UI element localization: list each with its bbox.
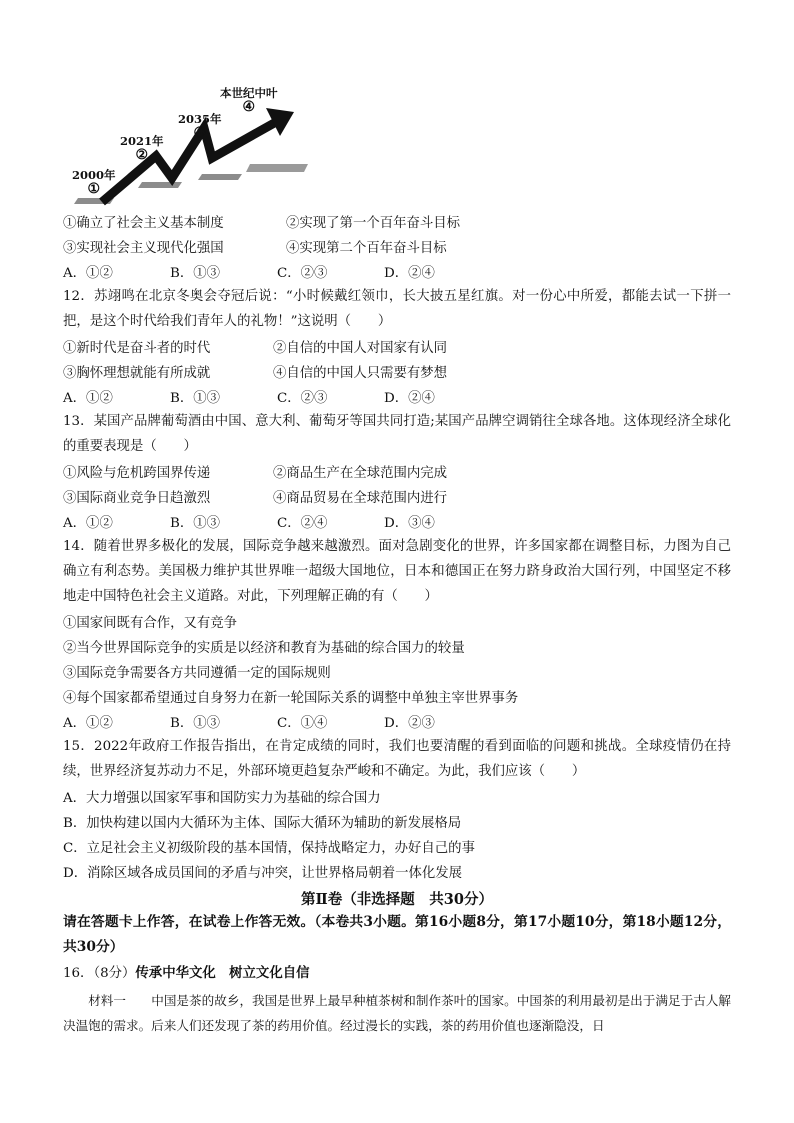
q11-statement-row-2 — [63, 240, 447, 258]
q11-statement-1: ①确立了社会主义基本制度 — [63, 216, 224, 231]
milestone-3-year: 2035年 — [178, 112, 222, 126]
q16-number: 16．（8分） — [63, 966, 136, 981]
milestone-2-year: 2021年 — [120, 134, 164, 148]
step-platform-2 — [138, 182, 182, 188]
q12-stem: 12．苏翊鸣在北京冬奥会夺冠后说：“小时候戴红领巾，长大披五星红旗。对一份心中所爱，都能去试一下拼一把，是这个时代给我们青年人的礼物！”这说明（ ） — [63, 289, 731, 329]
q12-statement-row-2 — [63, 365, 447, 383]
q12-statement-4: ④自信的中国人只需要有梦想 — [273, 366, 448, 381]
milestone-4 — [220, 86, 278, 114]
q11-statement-2: ②实现了第一个百年奋斗目标 — [286, 216, 461, 231]
milestone-1 — [72, 168, 116, 196]
q16-topic: 传承中华文化 树立文化自信 — [135, 965, 310, 981]
part2-title: 第Ⅱ卷（非选择题 共30分） — [301, 891, 493, 908]
q12-option-b[interactable]: B．①③ — [170, 391, 221, 406]
q13-statement-4: ④商品贸易在全球范围内进行 — [273, 491, 448, 506]
q11-option-c[interactable]: C．②③ — [277, 266, 328, 281]
q12-option-a[interactable]: A．①② — [63, 391, 113, 406]
q15-stem: 15．2022年政府工作报告指出，在肯定成绩的同时，我们也要清醒的看到面临的问题和挑战。全球疫情仍在持续，世界经济复苏动力不足，外部环境更趋复杂严峻和不确定。为此，我们应该（ ） — [63, 739, 731, 779]
q12-option-d[interactable]: D．②④ — [384, 391, 435, 406]
q16-header — [63, 964, 310, 983]
q12-options — [63, 390, 435, 408]
milestone-2-number: ② — [135, 147, 149, 163]
milestone-4-number: ④ — [242, 99, 256, 115]
q15-choice-b[interactable]: B．加快构建以国内大循环为主体、国际大循环为辅助的新发展格局 — [63, 816, 462, 831]
q14-statement-4: ④每个国家都希望通过自身努力在新一轮国际关系的调整中单独主宰世界事务 — [63, 691, 519, 706]
q11-statement-row-1 — [63, 215, 460, 233]
part2-instructions: 请在答题卡上作答，在试卷上作答无效。（本卷共3小题。第16小题8分，第17小题10分，第18小题12分，共30分） — [63, 914, 731, 955]
q14-statement-2: ②当今世界国际竞争的实质是以经济和教育为基础的综合国力的较量 — [63, 641, 465, 656]
q14-option-b[interactable]: B．①③ — [170, 716, 221, 731]
q14-stem: 14．随着世界多极化的发展，国际竞争越来越激烈。面对急剧变化的世界，许多国家都在调整目标，力图为自己确立有利态势。美国极力维护其世界唯一超级大国地位，日本和德国正在努力跻身政治大国行列，中国坚定不移地走中国特色社会主义道路。对此，下列理解正确的有（ ） — [63, 539, 731, 604]
q12-statement-row-1 — [63, 340, 447, 358]
step-platform-4 — [246, 164, 308, 172]
q13-statement-3: ③国际商业竞争日趋激烈 — [63, 491, 211, 506]
q11-statement-3: ③实现社会主义现代化强国 — [63, 241, 224, 256]
q13-option-b[interactable]: B．①③ — [170, 516, 221, 531]
q15-choice-d[interactable]: D．消除区域各成员国间的矛盾与冲突，让世界格局朝着一体化发展 — [63, 866, 463, 881]
q15-choice-a[interactable]: A．大力增强以国家军事和国防实力为基础的综合国力 — [63, 791, 381, 806]
q12-option-c[interactable]: C．②③ — [277, 391, 328, 406]
milestone-3-number: ③ — [193, 125, 207, 141]
q16-material-one: 材料一 中国是茶的故乡，我国是世界上最早种植茶树和制作茶叶的国家。中国茶的利用最初是出于满足于古人解决温饱的需求。后来人们还发现了茶的药用价值。经过漫长的实践，茶的药用价值也逐渐隐没，日 — [63, 993, 731, 1033]
q13-statement-row-1 — [63, 465, 447, 483]
q13-option-d[interactable]: D．③④ — [384, 516, 435, 531]
q14-statement-1: ①国家间既有合作，又有竞争 — [63, 616, 238, 631]
q11-option-d[interactable]: D．②④ — [384, 266, 435, 281]
development-milestones-figure — [66, 82, 316, 210]
q13-option-a[interactable]: A．①② — [63, 516, 113, 531]
q13-option-c[interactable]: C．②④ — [277, 516, 328, 531]
q14-option-a[interactable]: A．①② — [63, 716, 113, 731]
q12-statement-2: ②自信的中国人对国家有认同 — [273, 341, 448, 356]
milestone-1-year: 2000年 — [72, 168, 116, 182]
q13-options — [63, 515, 435, 533]
q14-option-d[interactable]: D．②③ — [384, 716, 435, 731]
q14-options — [63, 715, 435, 733]
q13-statement-1: ①风险与危机跨国界传递 — [63, 466, 211, 481]
q13-statement-row-2 — [63, 490, 447, 508]
q12-statement-1: ①新时代是奋斗者的时代 — [63, 341, 211, 356]
q11-option-a[interactable]: A．①② — [63, 266, 113, 281]
q11-statement-4: ④实现第二个百年奋斗目标 — [286, 241, 447, 256]
milestone-1-number: ① — [87, 181, 101, 197]
q11-options — [63, 265, 435, 283]
q12-statement-3: ③胸怀理想就能有所成就 — [63, 366, 211, 381]
milestone-2 — [120, 134, 164, 162]
q14-option-c[interactable]: C．①④ — [277, 716, 328, 731]
milestone-4-year: 本世纪中叶 — [220, 86, 278, 100]
q15-choice-c[interactable]: C．立足社会主义初级阶段的基本国情，保持战略定力，办好自己的事 — [63, 841, 475, 856]
step-platform-3 — [198, 174, 242, 180]
q11-option-b[interactable]: B．①③ — [170, 266, 221, 281]
q13-stem: 13．某国产品牌葡萄酒由中国、意大利、葡萄牙等国共同打造;某国产品牌空调销往全球各地。这体现经济全球化的重要表现是（ ） — [63, 414, 731, 454]
q13-statement-2: ②商品生产在全球范围内完成 — [273, 466, 448, 481]
q14-statement-3: ③国际竞争需要各方共同遵循一定的国际规则 — [63, 666, 331, 681]
milestone-3 — [178, 112, 222, 140]
